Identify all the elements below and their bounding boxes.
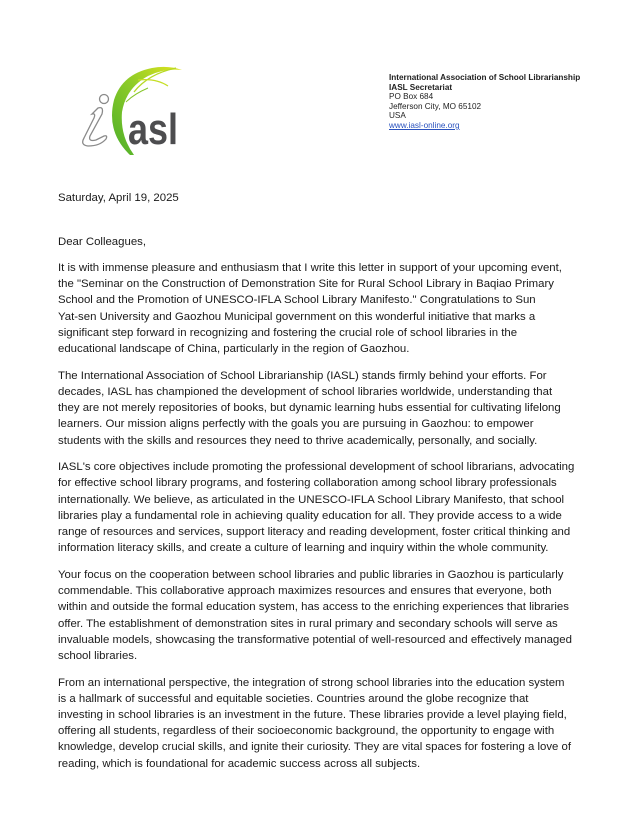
- logo-wordmark: asl: [128, 105, 178, 154]
- text-line: Yat-sen University and Gaozhou Municipal government on this wonderful initiative that marks a: [58, 310, 536, 323]
- text-line: Your focus on the cooperation between school libraries and public libraries in Gaozhou is particularly: [58, 568, 564, 581]
- text-line: information literacy skills, and create a culture of learning and inquiry within the whole community.: [58, 542, 549, 555]
- letter-body: [58, 260, 578, 782]
- text-line: decades, IASL has championed the development of school libraries worldwide, understanding that: [58, 385, 553, 398]
- address-line: USA: [389, 111, 406, 121]
- text-line: significant step forward in recognizing and fostering the crucial role of school libraries in the: [58, 326, 518, 339]
- paragraph: [58, 675, 578, 772]
- text-line: invaluable models, showcasing the transformative potential of well-resourced and effectively managed: [58, 633, 572, 646]
- text-line: they are not merely repositories of books, but dynamic learning hubs essential for cultivating lifelong: [58, 402, 561, 415]
- text-line: for effective school library programs, and fostering collaboration among school library professionals: [58, 477, 557, 490]
- text-line: IASL's core objectives include promoting the professional development of school librarians, advocating: [58, 461, 575, 474]
- text-line: The International Association of School Librarianship (IASL) stands firmly behind your efforts. For: [58, 369, 547, 382]
- text-line: the "Seminar on the Construction of Demonstration Site for Rural School Library in Baqiao Primary: [58, 278, 554, 291]
- paragraph: [58, 459, 578, 556]
- text-line: offer. The establishment of demonstration sites in rural primary and secondary schools will serve as: [58, 617, 558, 630]
- text-line: From an international perspective, the integration of strong school libraries into the education system: [58, 676, 565, 689]
- text-line: internationally. We believe, as articulated in the UNESCO-IFLA School Library Manifesto, that school: [58, 493, 565, 506]
- secretariat-name: IASL Secretariat: [389, 82, 453, 92]
- text-line: school libraries.: [58, 649, 138, 662]
- iasl-logo: [68, 56, 188, 156]
- organization-name: International Association of School Librarianship: [389, 73, 581, 82]
- text-line: range of resources and services, support literacy and reading development, foster critical thinking and: [58, 526, 571, 539]
- logo-i-outline-icon: [83, 95, 109, 147]
- paragraph: [58, 567, 578, 664]
- text-line: students with the skills and resources they need to thrive academically, personally, and socially.: [58, 434, 538, 447]
- text-line: commendable. This collaborative approach maximizes resources and ensures that everyone, both: [58, 585, 552, 598]
- letterhead-address-block: [389, 73, 580, 131]
- paragraph: [58, 368, 578, 449]
- text-line: libraries play a fundamental role in achieving quality education for all. They provide access to a wide: [58, 509, 562, 522]
- text-line: It is with immense pleasure and enthusiasm that I write this letter in support of your upcoming event,: [58, 262, 562, 274]
- paragraph: [58, 260, 578, 357]
- text-line: investing in school libraries is an investment in the future. These libraries provide a level playing field,: [58, 709, 567, 722]
- text-line: learners. Our mission aligns perfectly with the goals you are pursuing in Gaozhou: to empower: [58, 418, 534, 431]
- text-line: School and the Promotion of UNESCO-IFLA School Library Manifesto." Congratulations to Sun: [58, 294, 536, 307]
- text-line: educational landscape of China, particularly in the region of Gaozhou.: [58, 343, 410, 356]
- website-link[interactable]: www.iasl-online.org: [389, 120, 460, 130]
- salutation: Dear Colleagues,: [58, 236, 147, 248]
- letter-date: Saturday, April 19, 2025: [58, 192, 179, 204]
- iasl-logo-graphic: [68, 56, 188, 156]
- text-line: is a hallmark of successful and equitable societies. Countries around the globe recognize that: [58, 692, 529, 705]
- address-line: PO Box 684: [389, 92, 434, 102]
- text-line: within and outside the formal education system, has access to the enriching experiences that libraries: [58, 601, 569, 614]
- text-line: knowledge, develop crucial skills, and ignite their curiosity. They are vital spaces for fostering a love of: [58, 741, 572, 754]
- address-line: Jefferson City, MO 65102: [389, 101, 482, 111]
- text-line: offering all students, regardless of their socioeconomic background, the opportunity to engage with: [58, 725, 555, 738]
- text-line: reading, which is foundational for academic success across all subjects.: [58, 757, 421, 770]
